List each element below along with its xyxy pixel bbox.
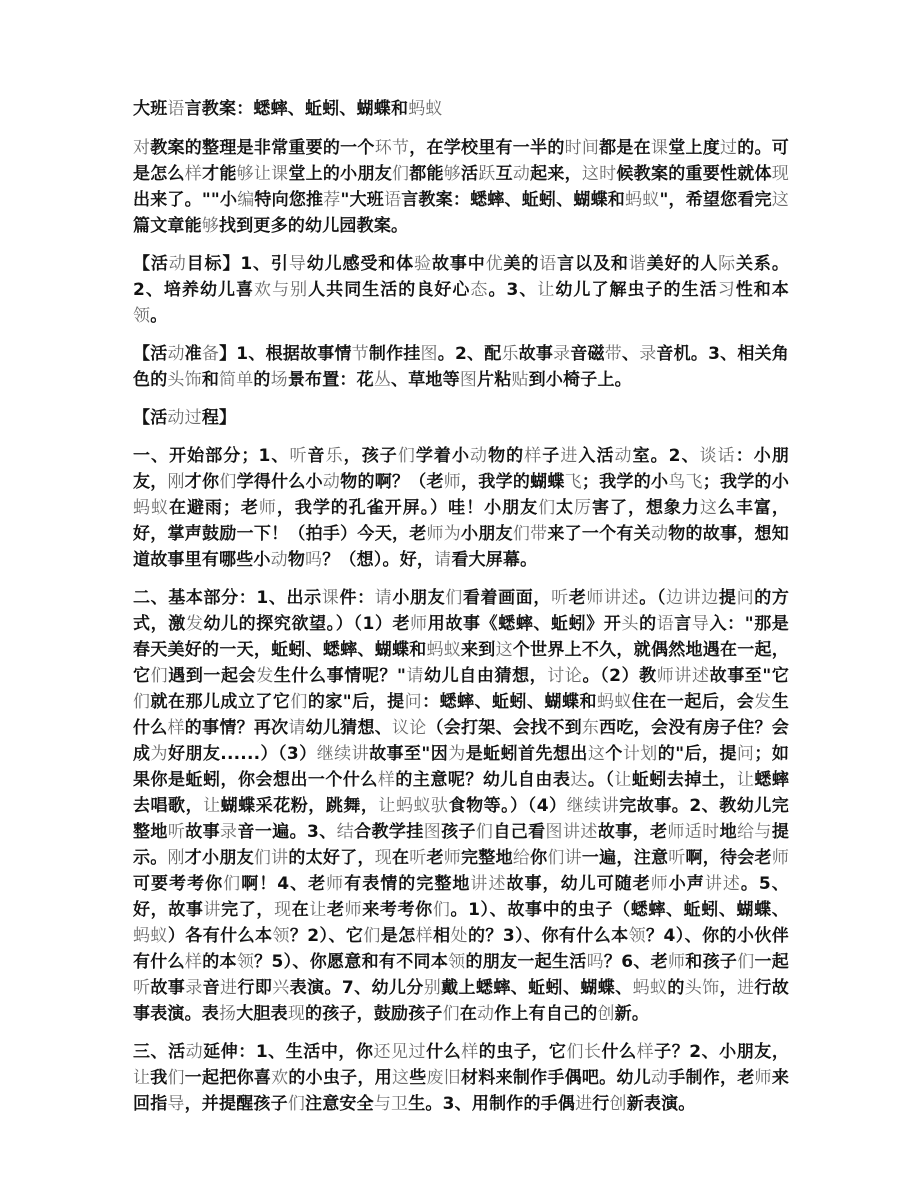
- document-title: 大班语言教案：蟋蟀、蚯蚓、蝴蝶和蚂蚁: [133, 99, 443, 119]
- light-char-run: 们: [287, 1094, 306, 1114]
- paragraph-5: 一、开始部分；1、听音乐，孩子们学着小动物的样子进入活动室。2、谈话：小朋友，刚才你们学得什么小动物的啊？（老师，我学的蝴蝶飞；我学的小鸟飞；我学的小蚂蚁在避雨；老师，我学的孔雀开屏。）哇！小朋友们太厉害了，想象力这么丰富，好，掌声鼓励一下！（拍手）今天，老师为小朋友们带来了一个有关动物的故事，想知道故事里有哪些小动物吗？（想）。好，请看大屏幕。: [133, 446, 790, 570]
- light-char-run: 际: [718, 254, 737, 274]
- light-char-run: 语: [656, 614, 675, 634]
- light-char-run: 领: [628, 926, 647, 946]
- light-char-run: 图: [420, 344, 438, 364]
- light-char-run: 现: [274, 900, 292, 920]
- light-char-run: 师: [443, 848, 462, 868]
- light-char-run: 环节: [374, 138, 410, 158]
- light-char-run: 请: [406, 666, 425, 686]
- light-char-run: 师: [754, 1068, 772, 1088]
- light-char-run: 图讲述: [545, 822, 598, 842]
- light-char-run: 废旧: [426, 1068, 462, 1088]
- light-char-run: 录: [553, 344, 571, 364]
- light-char-run: 样: [415, 926, 434, 946]
- light-char-run: 们: [150, 666, 169, 686]
- light-char-run: 态: [470, 280, 489, 300]
- light-char-run: 课: [650, 138, 669, 158]
- paragraph-7: 三、活动延伸：1、生活中，你还见过什么样的虫子，它们长什么样子？2、小朋友，让我们一起把你喜欢的小虫子，用这些废旧材料来制作手偶吧。幼儿动手制作，老师来回指导，并提醒孩子们注意安全与卫生。3、用制作的手偶进行创新表演。: [133, 1042, 790, 1114]
- light-char-run: 们: [363, 926, 381, 946]
- light-char-run: 东: [581, 718, 600, 738]
- light-char-run: 够让课: [236, 164, 289, 184]
- light-char-run: 这: [391, 1068, 410, 1088]
- light-char-run: 听: [289, 446, 308, 466]
- light-char-run: 样: [377, 770, 396, 790]
- light-char-run: 动: [167, 344, 185, 364]
- light-char-run: 样: [461, 1042, 479, 1062]
- light-char-run: 时间: [564, 138, 600, 158]
- light-char-run: 们: [445, 588, 463, 608]
- light-char-run: 还见过: [373, 1042, 427, 1062]
- light-char-run: 动: [650, 524, 669, 544]
- light-char-run: 听: [409, 848, 427, 868]
- light-char-run: 场: [270, 370, 288, 390]
- light-char-run: 们: [737, 952, 755, 972]
- light-char-run: 们: [391, 164, 410, 184]
- document-paragraphs: [133, 135, 789, 1117]
- light-char-run: 师: [443, 472, 462, 492]
- light-char-run: 谐: [628, 254, 647, 274]
- light-char-run: 样: [184, 164, 203, 184]
- light-char-run: 蚂蚁: [133, 498, 169, 518]
- light-char-run: 鸟飞: [668, 472, 703, 492]
- light-char-run: 丛: [373, 370, 392, 390]
- light-char-run: 师: [650, 874, 669, 894]
- light-char-run: 进: [737, 978, 755, 998]
- light-char-run: 问: [736, 744, 755, 764]
- light-char-run: 为: [150, 744, 168, 764]
- light-char-run: 们: [290, 692, 308, 712]
- light-char-run: 继续讲: [316, 744, 370, 764]
- light-char-run: 头饰: [684, 978, 720, 998]
- light-char-run: 动: [168, 254, 187, 274]
- light-char-run: 习: [717, 280, 736, 300]
- light-char-run: 备: [201, 344, 220, 364]
- document-content: [133, 96, 789, 1129]
- light-char-run: 动: [614, 446, 633, 466]
- light-char-run: 动: [185, 1042, 204, 1062]
- light-char-run: 兴: [272, 978, 290, 998]
- light-char-run: 结: [336, 822, 355, 842]
- light-char-run: 验: [414, 254, 432, 274]
- light-char-run: 们: [432, 900, 451, 920]
- light-char-run: 创: [609, 1094, 627, 1114]
- light-char-run: 刚: [167, 472, 185, 492]
- light-char-run: 师讲述: [656, 666, 710, 686]
- light-char-run: 录: [639, 344, 657, 364]
- light-char-run: 听: [551, 588, 569, 608]
- light-char-run: 欢与别: [254, 280, 309, 300]
- light-char-run: 导: [288, 254, 307, 274]
- light-char-run: 们讲: [547, 848, 582, 868]
- light-char-run: 问: [404, 692, 423, 712]
- paragraph-2: 【活动目标】1、引导幼儿感受和体验故事中优美的语言以及和谐美好的人际关系。2、培养幼儿喜欢与别人共同生活的良好心态。3、让幼儿了解虫子的生活习性和本领。: [133, 254, 790, 326]
- light-char-run: 给与: [737, 822, 772, 842]
- light-char-run: 头饰: [167, 370, 202, 390]
- light-char-run: 动: [650, 1068, 669, 1088]
- light-char-run: 图: [423, 822, 442, 842]
- light-char-run: 师: [771, 848, 790, 868]
- paragraph-4: 【活动过程】: [133, 408, 237, 428]
- light-char-run: 现: [374, 848, 392, 868]
- light-char-run: 请: [374, 588, 393, 608]
- light-char-run: 讨论: [547, 666, 583, 686]
- light-char-run: 语: [539, 254, 558, 274]
- light-char-run: 刚: [167, 848, 185, 868]
- light-char-run: 头: [621, 614, 640, 634]
- light-char-run: 样: [167, 718, 185, 738]
- light-char-run: 别: [423, 978, 442, 998]
- light-char-run: 这时: [581, 164, 617, 184]
- light-char-run: 蚂蚁: [625, 190, 660, 210]
- paragraph-1: 对教案的整理是非常重要的一个环节，在学校里有一半的时间都是在课堂上度过的。可是怎么样才能够让课堂上的小朋友们都能够活跃互动起来，这时候教案的重要性就体现出来了。""小编特向您推荐"大班语言教案：蟋蟀、蚯蚓、蝴蝶和蚂蚁"，希望您看完这篇文章能够找到更多的幼儿园教案。: [133, 138, 789, 236]
- light-char-run: 们: [397, 446, 416, 466]
- light-char-run: 讲述: [704, 874, 741, 894]
- light-char-run: 问: [736, 588, 755, 608]
- light-char-run: 请: [434, 550, 452, 570]
- light-char-run: 创: [597, 1004, 615, 1024]
- light-char-run: 处: [450, 926, 468, 946]
- light-char-run: 为: [448, 744, 466, 764]
- light-char-run: 师适时: [667, 822, 720, 842]
- light-char-run: 蚂蚁: [426, 640, 462, 660]
- light-char-run: 贴: [511, 370, 529, 390]
- light-char-run: 飞: [564, 472, 582, 492]
- light-char-run: 让: [309, 900, 327, 920]
- light-char-run: 继续讲: [566, 796, 620, 816]
- light-char-run: 欢: [271, 1068, 289, 1088]
- light-char-run: 样: [636, 1042, 655, 1062]
- light-char-run: 样: [184, 952, 203, 972]
- light-char-run: 蚂蚁: [596, 692, 632, 712]
- light-char-run: 让: [537, 280, 556, 300]
- light-char-run: 够: [443, 164, 462, 184]
- light-char-run: 导: [691, 614, 710, 634]
- light-char-run: 带: [604, 344, 622, 364]
- light-char-run: 让: [736, 770, 755, 790]
- light-char-run: 师: [667, 952, 686, 972]
- light-char-run: 扬: [219, 1004, 237, 1024]
- light-char-run: 导: [167, 1094, 185, 1114]
- light-char-run: 让: [203, 796, 221, 816]
- light-char-run: 吗: [305, 550, 323, 570]
- light-char-run: 讲述: [470, 874, 507, 894]
- light-char-run: 图: [459, 370, 478, 390]
- light-char-run: 课: [321, 588, 340, 608]
- light-char-run: 师: [326, 874, 345, 894]
- light-char-run: 发: [185, 614, 204, 634]
- light-char-run: 发: [754, 692, 772, 712]
- light-char-run: 节: [351, 344, 369, 364]
- light-char-run: 吗: [586, 952, 604, 972]
- light-char-run: 这: [699, 498, 718, 518]
- light-char-run: 跃: [478, 164, 496, 184]
- light-char-run: 让蚂蚁驮: [378, 796, 449, 816]
- light-char-run: 动: [470, 446, 489, 466]
- light-char-run: 厉: [574, 498, 593, 518]
- light-char-run: 录: [220, 822, 238, 842]
- light-char-run: 让: [614, 770, 632, 790]
- light-char-run: 发: [256, 666, 274, 686]
- light-char-run: 简单: [219, 370, 254, 390]
- light-char-run: 们讲: [253, 848, 289, 868]
- light-char-run: 听: [133, 978, 151, 998]
- light-char-run: 们: [442, 1004, 460, 1024]
- light-char-run: 与卫: [373, 1094, 409, 1114]
- light-char-run: 们长: [566, 1042, 602, 1062]
- light-char-run: 给: [512, 848, 531, 868]
- light-char-run: 现: [287, 1004, 306, 1024]
- light-char-run: 师讲述: [586, 588, 640, 608]
- light-char-run: 蚂蚁: [632, 978, 668, 998]
- light-char-run: 们: [219, 472, 237, 492]
- light-char-run: 够: [201, 216, 220, 236]
- light-char-run: 动: [477, 1004, 495, 1024]
- light-char-run: 领: [448, 952, 466, 972]
- light-char-run: 师: [258, 498, 277, 518]
- light-char-run: 领: [272, 926, 290, 946]
- light-char-run: 们: [133, 692, 151, 712]
- light-char-run: 计划: [622, 744, 658, 764]
- paragraph-6: 二、基本部分：1、出示课件：请小朋友们看着画面，听老师讲述。（边讲边提问的方式，激发幼儿的探究欲望。）（1）老师用故事《蟋蟀、蚯蚓》开头的语言导入："那是春天美好的一天，蚯蚓、蟋蟀、蝴蝶和蚂蚁来到这个世界上不久，就偶然地遇在一起，它们遇到一起会发生什么事情呢？"请幼儿自由猜想，讨论。（2）教师讲述故事至"它们就在那儿成立了它们的家"后，提问：蟋蟀、蚯蚓、蝴蝶和蚂蚁住在一起后，会发生什么样的事情？再次请幼儿猜想、议论（会打架、会找不到东西吃，会没有房子住？会成为好朋友......）（3）继续讲故事至"因为是蚯蚓首先想出这个计划的"后，提问；如果你是蚯蚓，你会想出一个什么样的主意呢？幼儿自由表达。（让蚯蚓去掉土，让蟋蟀去唱歌，让蝴蝶采花粉，跳舞，让蚂蚁驮食物等。）（4）继续讲完故事。2、教幼儿完整地听故事录音一遍。3、结合教学挂图孩子们自己看图讲述故事，老师适时地给与提示。刚才小朋友们讲的太好了，现在听老师完整地给你们讲一遍，注意听啊，待会老师可要考考你们啊！4、老师有表情的完整地讲述故事，幼儿可随老师小声讲述。5、好，故事讲完了，现在让老师来考考你们。1）、故事中的虫子（蟋蟀、蚯蚓、蝴蝶、蚂蚁）各有什么本领？2）、它们是怎样相处的？3）、你有什么本领？4）、你的小伙伴有什么样的本领？5）、你愿意和有不同本领的朋友一起生活吗？6、老师和孩子们一起听故事录音进行即兴表演。7、幼儿分别戴上蟋蟀、蚯蚓、蝴蝶、蚂蚁的头饰，进行故事表演。表扬大胆表现的孩子，鼓励孩子们在动作上有自己的创新。: [133, 588, 790, 1024]
- light-char-run: 动过: [167, 408, 202, 428]
- light-char-run: 乐: [325, 446, 344, 466]
- light-char-run: 请: [288, 718, 306, 738]
- light-char-run: 师: [410, 614, 428, 634]
- light-char-run: 们: [538, 498, 557, 518]
- light-char-run: 边讲边: [666, 588, 719, 608]
- light-char-run: 师为: [426, 524, 462, 544]
- light-char-run: 师: [344, 900, 363, 920]
- light-char-run: 现: [771, 164, 789, 184]
- light-char-run: 达: [570, 770, 588, 790]
- light-char-run: 录: [185, 978, 203, 998]
- light-char-run: 动: [512, 164, 531, 184]
- light-char-run: 样: [524, 446, 543, 466]
- light-char-run: 们: [167, 1068, 185, 1088]
- light-char-run: 这: [587, 744, 606, 764]
- light-char-run: 动: [270, 550, 288, 570]
- light-char-run: 乐: [501, 344, 519, 364]
- light-char-run: 荐: [323, 190, 341, 210]
- light-char-run: 这: [495, 640, 513, 660]
- light-char-run: 谈话: [699, 446, 736, 466]
- light-char-run: 语: [384, 190, 402, 210]
- light-char-run: 优: [485, 254, 504, 274]
- light-char-run: 讲: [203, 900, 222, 920]
- light-char-run: 进: [560, 446, 579, 466]
- light-char-run: 过: [719, 138, 738, 158]
- light-char-run: 们带: [512, 524, 548, 544]
- light-char-run: 蚂蚁: [133, 926, 168, 946]
- light-char-run: 听: [167, 822, 186, 842]
- light-char-run: 们: [475, 822, 494, 842]
- light-char-run: 动: [322, 472, 341, 492]
- light-char-run: 进: [220, 978, 238, 998]
- light-char-run: 领: [133, 306, 151, 326]
- light-char-run: 让: [133, 1068, 151, 1088]
- paragraph-3: 【活动准备】1、根据故事情节制作挂图。2、配乐故事录音磁带、录音机。3、相关角色的头饰和简单的场景布置：花丛、草地等图片粘贴到小椅子上。: [133, 344, 789, 390]
- light-char-run: 进: [575, 1094, 593, 1114]
- light-char-run: 对: [133, 138, 151, 158]
- light-char-run: 语: [167, 99, 185, 119]
- light-char-run: 们: [223, 874, 242, 894]
- light-char-run: 编: [237, 190, 255, 210]
- light-char-run: 议论: [391, 718, 427, 738]
- light-char-run: 蚂蚁: [408, 99, 443, 119]
- light-char-run: 领: [236, 952, 255, 972]
- light-char-run: 这: [771, 190, 789, 210]
- light-char-run: 听: [668, 848, 686, 868]
